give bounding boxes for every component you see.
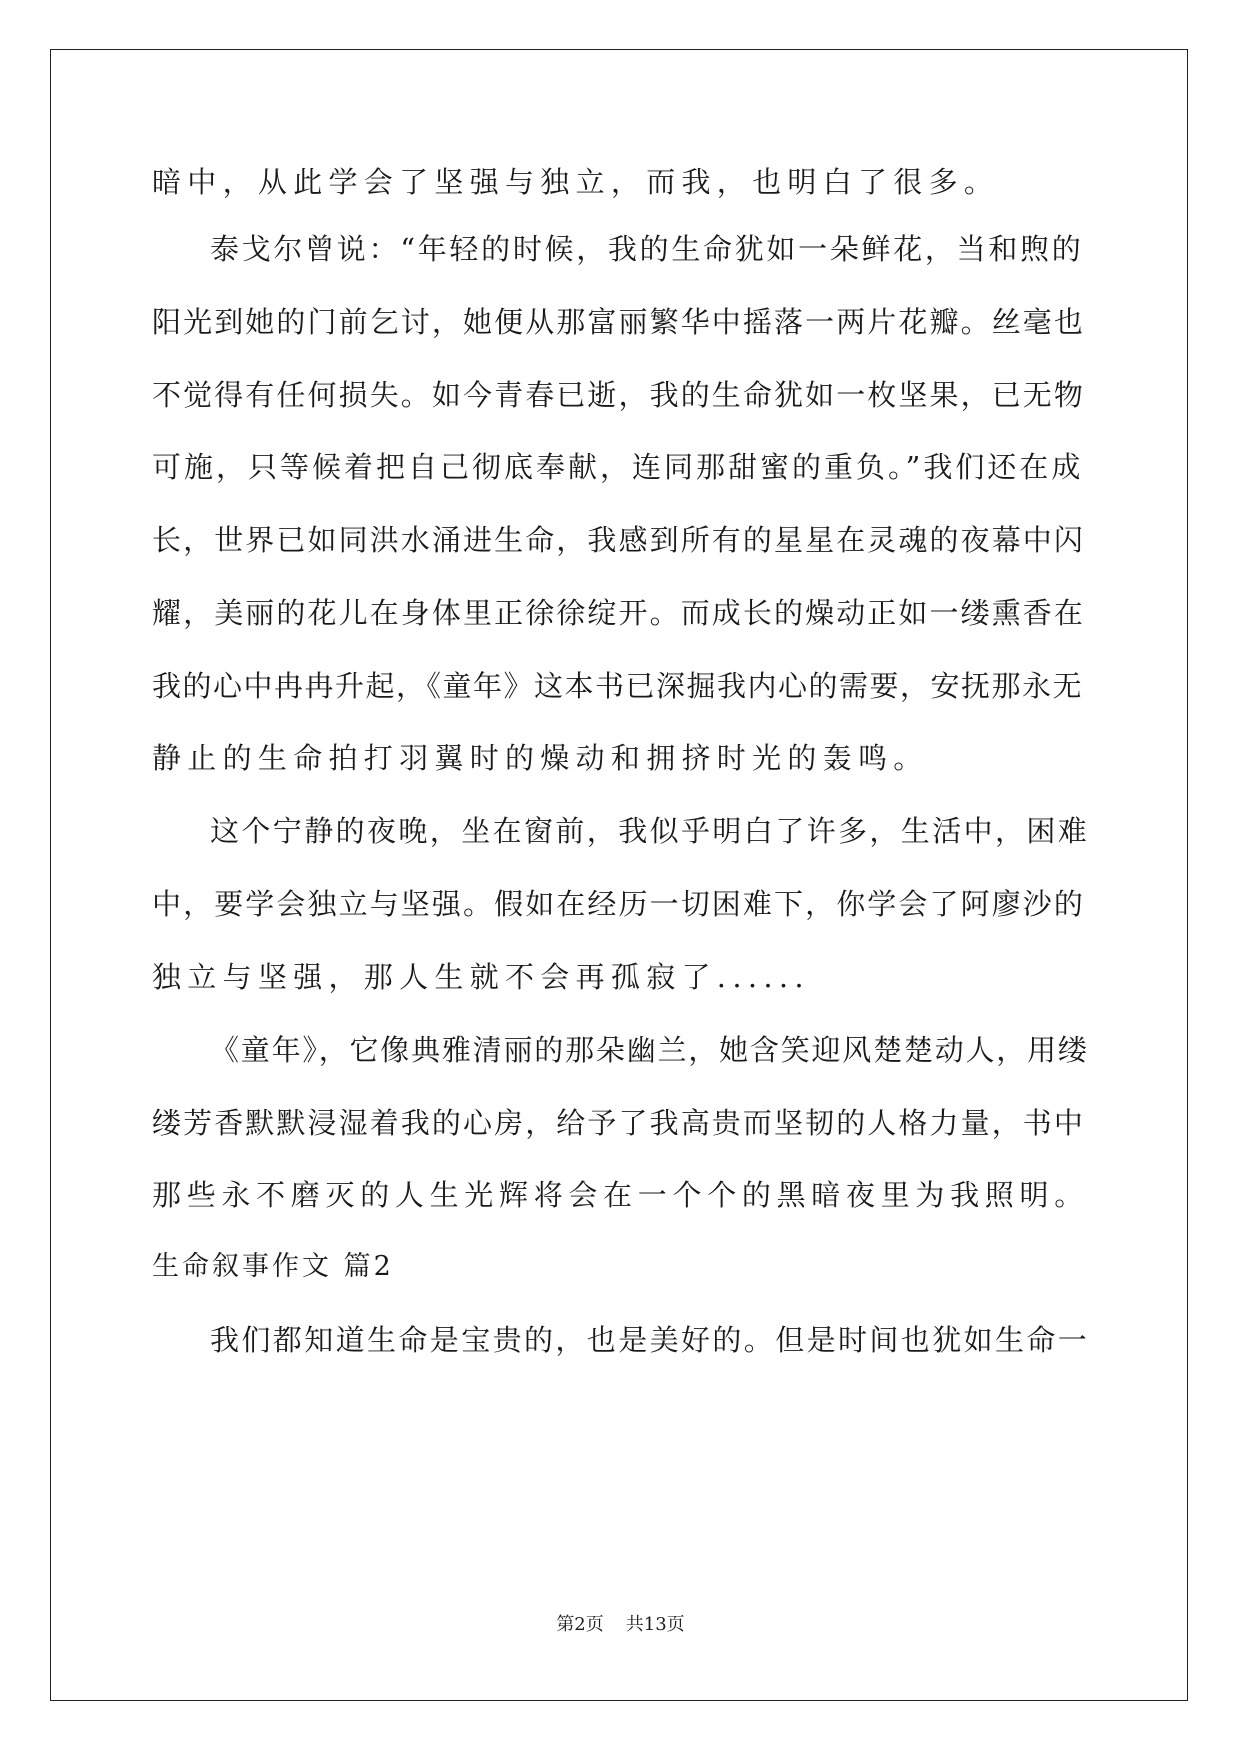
text-line: 不觉得有任何损失。如今青春已逝，我的生命犹如一枚坚果，已无物 [152,378,1086,412]
paragraph-start-line: 我们都知道生命是宝贵的，也是美好的。但是时间也犹如生命一 [210,1323,1090,1357]
text-line: 中，要学会独立与坚强。假如在经历一切困难下，你学会了阿廖沙的 [152,887,1086,921]
text-line: 阳光到她的门前乞讨，她便从那富丽繁华中摇落一两片花瓣。丝毫也 [152,305,1086,339]
text-line: 缕芳香默默浸湿着我的心房，给予了我高贵而坚韧的人格力量，书中 [152,1106,1086,1140]
page-border [50,49,1188,1701]
paragraph-start-line: 这个宁静的夜晚，坐在窗前，我似乎明白了许多，生活中，困难 [210,814,1090,848]
text-line: 暗中，从此学会了坚强与独立，而我，也明白了很多。 [152,165,1000,199]
text-line: 那些永不磨灭的人生光辉将会在一个个的黑暗夜里为我照明。 [152,1178,1089,1212]
paragraph-start-line: 泰戈尔曾说：“年轻的时候，我的生命犹如一朵鲜花，当和煦的 [210,232,1084,266]
page-number: 第2页 [556,1614,604,1635]
page-footer [0,1610,1241,1636]
text-line: 独立与坚强，那人生就不会再孤寂了...... [152,960,810,994]
paragraph-start-line: 《童年》，它像典雅清丽的那朵幽兰，她含笑迎风楚楚动人，用缕 [210,1033,1089,1067]
text-line: 我的心中冉冉升起，《童年》这本书已深掘我内心的需要，安抚那永无 [152,669,1084,703]
text-line: 可施，只等候着把自己彻底奉献，连同那甜蜜的重负。”我们还在成 [152,450,1084,484]
text-line: 静止的生命拍打羽翼时的燥动和拥挤时光的轰鸣。 [152,741,929,775]
page-total: 共13页 [625,1614,685,1635]
text-line: 耀，美丽的花儿在身体里正徐徐绽开。而成长的燥动正如一缕熏香在 [152,596,1086,630]
text-line: 长，世界已如同洪水涌进生命，我感到所有的星星在灵魂的夜幕中闪 [152,523,1086,557]
section-heading: 生命叙事作文 篇2 [152,1251,394,1282]
